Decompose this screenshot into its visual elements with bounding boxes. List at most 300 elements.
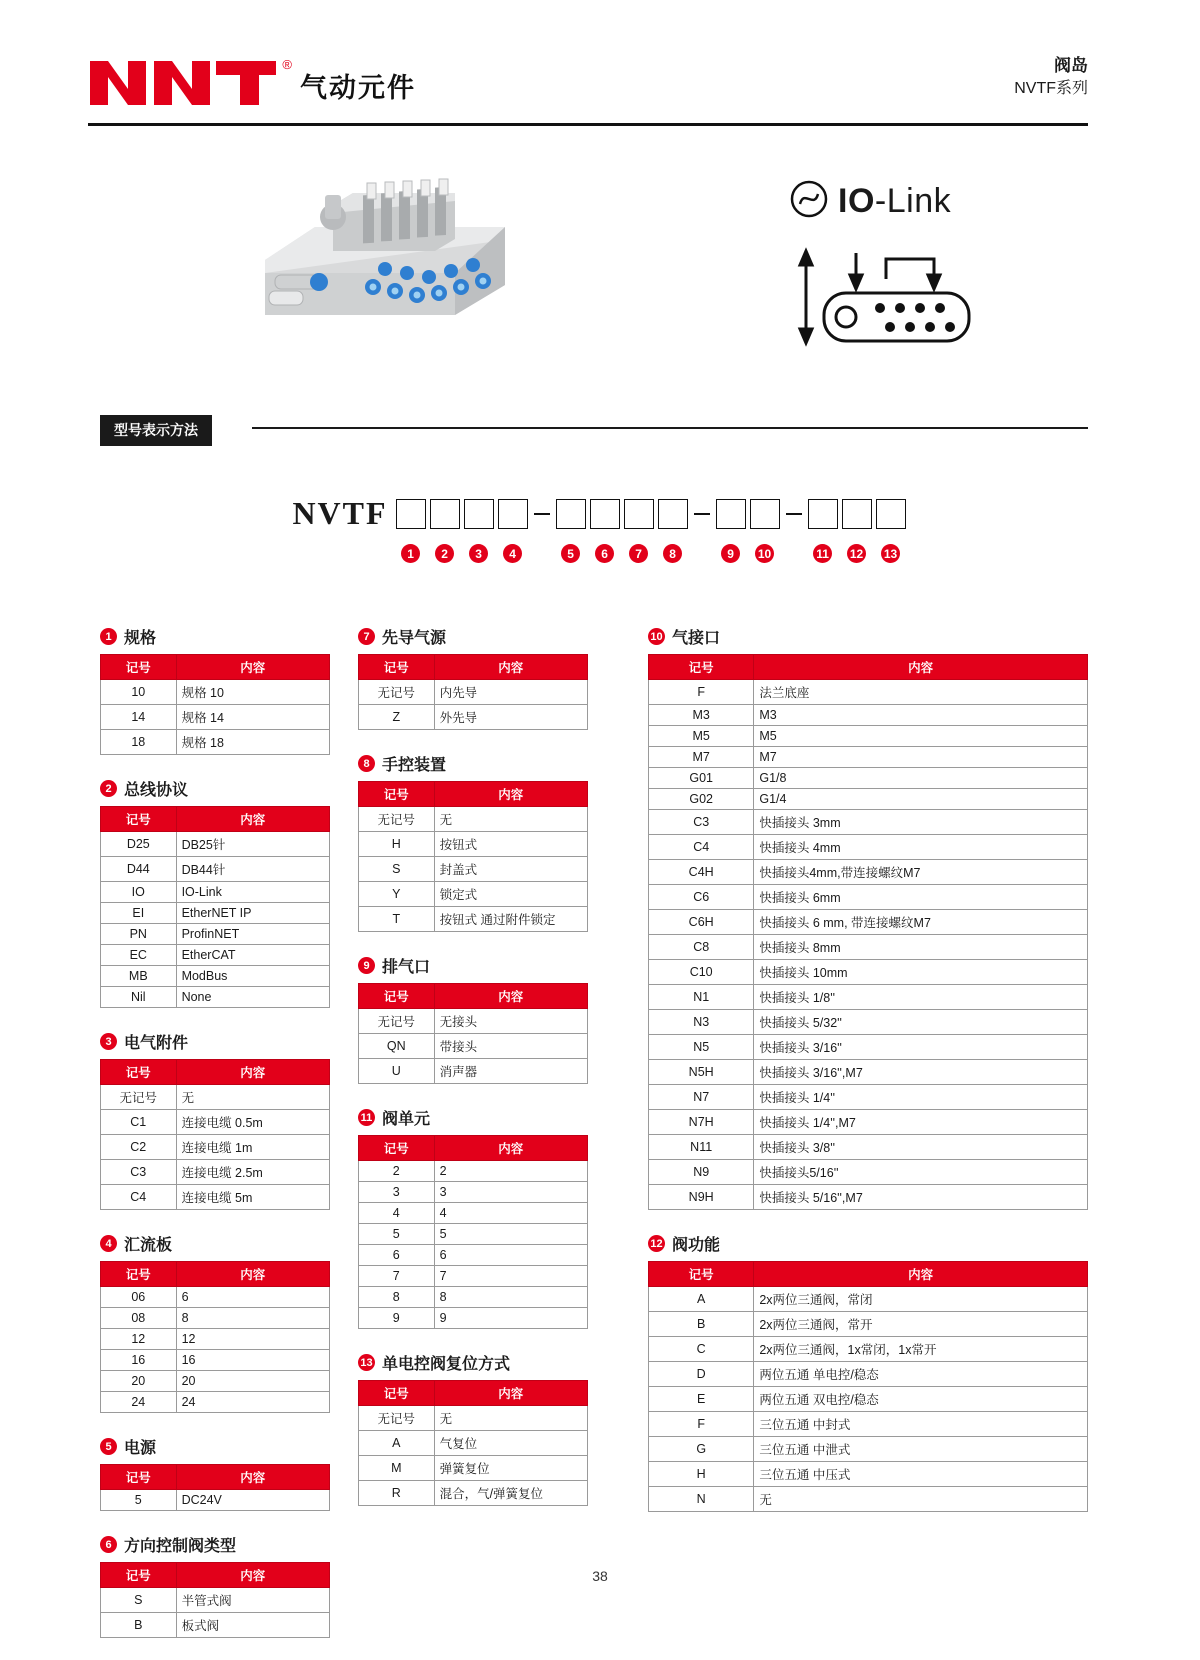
content-cell: 无: [176, 1085, 329, 1110]
table-row: [101, 945, 330, 966]
table-row: [101, 1085, 330, 1110]
symbol-cell: 18: [101, 730, 177, 755]
content-cell: 按钮式: [434, 832, 587, 857]
symbol-cell: C10: [649, 960, 754, 985]
table-row: [649, 726, 1088, 747]
content-cell: 快插接头 6 mm, 带连接螺纹M7: [754, 910, 1088, 935]
content-cell: ProfinNET: [176, 924, 329, 945]
symbol-cell: N9: [649, 1160, 754, 1185]
symbol-cell: 20: [101, 1371, 177, 1392]
table-row: [649, 1060, 1088, 1085]
table-row: [101, 1613, 330, 1638]
model-code-dash: [534, 513, 550, 515]
table-row: [101, 987, 330, 1008]
model-code-index: 10: [755, 544, 774, 563]
section-rule: [252, 427, 1088, 429]
model-code-box: [716, 499, 746, 529]
content-cell: 7: [434, 1266, 587, 1287]
table-header-cell: 记号: [101, 1060, 177, 1085]
content-cell: M3: [754, 705, 1088, 726]
iolink-block: [790, 180, 1020, 355]
spec-group-label: 先导气源: [382, 630, 447, 647]
symbol-cell: Y: [359, 882, 435, 907]
symbol-cell: B: [101, 1613, 177, 1638]
model-code-box: [464, 499, 494, 529]
table-header-row: [359, 984, 588, 1009]
table-row: [101, 1371, 330, 1392]
table-row: [101, 730, 330, 755]
spec-group-label: 电源: [124, 1440, 157, 1457]
spec-group-title: [358, 954, 588, 977]
spec-table: [358, 654, 588, 730]
content-cell: 9: [434, 1308, 587, 1329]
content-cell: G1/4: [754, 789, 1088, 810]
table-row: [649, 1135, 1088, 1160]
content-cell: DC24V: [176, 1490, 329, 1511]
spec-group-title: [100, 1232, 330, 1255]
table-header-cell: 内容: [176, 1060, 329, 1085]
content-cell: 连接电缆 0.5m: [176, 1110, 329, 1135]
spec-group-title: [358, 625, 588, 648]
symbol-cell: C4: [649, 835, 754, 860]
symbol-cell: 10: [101, 680, 177, 705]
iolink-label-link: -Link: [874, 182, 952, 220]
table-header-row: [359, 782, 588, 807]
content-cell: 快插接头5/16'': [754, 1160, 1088, 1185]
spec-group-index: 7: [358, 628, 375, 645]
table-header-cell: 内容: [434, 1136, 587, 1161]
table-row: [649, 1035, 1088, 1060]
symbol-cell: G: [649, 1437, 754, 1462]
model-code-index: 11: [813, 544, 832, 563]
table-row: [359, 857, 588, 882]
content-cell: 三位五通 中封式: [754, 1412, 1088, 1437]
table-row: [649, 768, 1088, 789]
symbol-cell: N5: [649, 1035, 754, 1060]
table-header-cell: 内容: [754, 1262, 1088, 1287]
content-cell: 无接头: [434, 1009, 587, 1034]
table-header-row: [359, 1381, 588, 1406]
table-row: [649, 860, 1088, 885]
table-row: [101, 966, 330, 987]
symbol-cell: 3: [359, 1182, 435, 1203]
table-row: [101, 1185, 330, 1210]
content-cell: 外先导: [434, 705, 587, 730]
content-cell: EtherNET IP: [176, 903, 329, 924]
table-header-cell: 记号: [359, 1381, 435, 1406]
content-cell: 无: [434, 1406, 587, 1431]
table-row: [649, 680, 1088, 705]
symbol-cell: 无记号: [359, 1009, 435, 1034]
table-row: [649, 985, 1088, 1010]
section-title: 型号表示方法: [100, 415, 212, 446]
table-row: [649, 1387, 1088, 1412]
content-cell: 20: [176, 1371, 329, 1392]
symbol-cell: M7: [649, 747, 754, 768]
iolink-label: [838, 182, 951, 221]
table-header-row: [101, 655, 330, 680]
table-row: [359, 1245, 588, 1266]
content-cell: 带接头: [434, 1034, 587, 1059]
table-row: [649, 1085, 1088, 1110]
content-cell: 快插接头 1/4'': [754, 1085, 1088, 1110]
spec-table: [358, 983, 588, 1084]
symbol-cell: QN: [359, 1034, 435, 1059]
spec-group: [648, 1232, 1088, 1512]
spec-group: [358, 1351, 588, 1506]
symbol-cell: 无记号: [359, 680, 435, 705]
symbol-cell: N11: [649, 1135, 754, 1160]
symbol-cell: U: [359, 1059, 435, 1084]
page-number: 38: [592, 1568, 608, 1584]
table-row: [649, 885, 1088, 910]
content-cell: 法兰底座: [754, 680, 1088, 705]
content-cell: 规格 10: [176, 680, 329, 705]
symbol-cell: C4H: [649, 860, 754, 885]
content-cell: 按钮式 通过附件锁定: [434, 907, 587, 932]
spec-group-index: 3: [100, 1033, 117, 1050]
header-series: NVTF系列: [1014, 79, 1088, 97]
model-code-index: 2: [435, 544, 454, 563]
model-code-box: [808, 499, 838, 529]
content-cell: 2x两位三通阀，1x常闭，1x常开: [754, 1337, 1088, 1362]
table-row: [101, 680, 330, 705]
model-code-index: 1: [401, 544, 420, 563]
nnt-logo-icon: [88, 55, 292, 107]
table-row: [649, 747, 1088, 768]
table-row: [101, 1135, 330, 1160]
table-row: [649, 1010, 1088, 1035]
content-cell: 三位五通 中泄式: [754, 1437, 1088, 1462]
spec-group-label: 电气附件: [124, 1035, 189, 1052]
table-row: [359, 1059, 588, 1084]
spec-group-index: 6: [100, 1536, 117, 1553]
content-cell: 内先导: [434, 680, 587, 705]
symbol-cell: N7H: [649, 1110, 754, 1135]
symbol-cell: C6: [649, 885, 754, 910]
section-bar: [100, 415, 1088, 441]
spec-group-index: 5: [100, 1438, 117, 1455]
symbol-cell: C3: [649, 810, 754, 835]
content-cell: 8: [434, 1287, 587, 1308]
spec-group-title: [358, 1106, 588, 1129]
spec-group-title: [100, 777, 330, 800]
spec-group: [100, 777, 330, 1008]
spec-group: [100, 1533, 330, 1638]
content-cell: 板式阀: [176, 1613, 329, 1638]
spec-group-title: [358, 752, 588, 775]
symbol-cell: 06: [101, 1287, 177, 1308]
symbol-cell: N5H: [649, 1060, 754, 1085]
symbol-cell: 9: [359, 1308, 435, 1329]
table-row: [359, 1161, 588, 1182]
symbol-cell: H: [649, 1462, 754, 1487]
table-row: [101, 882, 330, 903]
table-header-cell: 记号: [359, 1136, 435, 1161]
table-header-row: [649, 1262, 1088, 1287]
table-row: [359, 1431, 588, 1456]
spec-group-label: 方向控制阀类型: [124, 1538, 237, 1555]
content-cell: 连接电缆 5m: [176, 1185, 329, 1210]
symbol-cell: C6H: [649, 910, 754, 935]
content-cell: 两位五通 双电控/稳态: [754, 1387, 1088, 1412]
content-cell: EtherCAT: [176, 945, 329, 966]
table-row: [359, 1406, 588, 1431]
content-cell: 快插接头 5/32'': [754, 1010, 1088, 1035]
content-cell: 2: [434, 1161, 587, 1182]
content-cell: 3: [434, 1182, 587, 1203]
table-row: [101, 832, 330, 857]
table-row: [649, 1287, 1088, 1312]
table-header-cell: 记号: [101, 1465, 177, 1490]
spec-group-index: 11: [358, 1109, 375, 1126]
spec-group-label: 汇流板: [124, 1237, 173, 1254]
model-code-box: [658, 499, 688, 529]
symbol-cell: C2: [101, 1135, 177, 1160]
table-row: [649, 810, 1088, 835]
content-cell: 6: [176, 1287, 329, 1308]
table-row: [649, 1362, 1088, 1387]
model-code-index: 3: [469, 544, 488, 563]
table-row: [649, 1160, 1088, 1185]
symbol-cell: 无记号: [101, 1085, 177, 1110]
model-code-box: [556, 499, 586, 529]
table-row: [101, 705, 330, 730]
content-cell: 气复位: [434, 1431, 587, 1456]
symbol-cell: N: [649, 1487, 754, 1512]
spec-group-label: 气接口: [672, 630, 721, 647]
content-cell: ModBus: [176, 966, 329, 987]
model-code-numbers: [0, 544, 1200, 566]
content-cell: 弹簧复位: [434, 1456, 587, 1481]
symbol-cell: D25: [101, 832, 177, 857]
symbol-cell: 2: [359, 1161, 435, 1182]
table-header-cell: 内容: [434, 1381, 587, 1406]
symbol-cell: R: [359, 1481, 435, 1506]
table-row: [649, 789, 1088, 810]
content-cell: 5: [434, 1224, 587, 1245]
symbol-cell: G01: [649, 768, 754, 789]
content-cell: 消声器: [434, 1059, 587, 1084]
table-row: [101, 1392, 330, 1413]
table-header-cell: 记号: [101, 1262, 177, 1287]
table-header-cell: 记号: [649, 1262, 754, 1287]
model-code-diagram: [0, 495, 1200, 566]
symbol-cell: 5: [359, 1224, 435, 1245]
registered-mark: ®: [282, 57, 292, 72]
table-row: [649, 1185, 1088, 1210]
model-code-index: 12: [847, 544, 866, 563]
table-row: [359, 1009, 588, 1034]
table-row: [649, 910, 1088, 935]
spec-group: [100, 1232, 330, 1413]
model-code-dash: [694, 513, 710, 515]
content-cell: 三位五通 中压式: [754, 1462, 1088, 1487]
symbol-cell: C3: [101, 1160, 177, 1185]
spec-group-title: [648, 1232, 1088, 1255]
iolink-label-io: IO: [838, 182, 875, 220]
symbol-cell: D: [649, 1362, 754, 1387]
symbol-cell: H: [359, 832, 435, 857]
spec-group: [648, 625, 1088, 1210]
symbol-cell: 7: [359, 1266, 435, 1287]
model-code-box: [396, 499, 426, 529]
symbol-cell: 08: [101, 1308, 177, 1329]
table-row: [649, 1487, 1088, 1512]
table-header-row: [101, 1262, 330, 1287]
content-cell: 快插接头 10mm: [754, 960, 1088, 985]
spec-group-label: 手控装置: [382, 757, 447, 774]
spec-table: [358, 781, 588, 932]
spec-group-label: 总线协议: [124, 782, 189, 799]
table-row: [649, 935, 1088, 960]
model-code-index: 4: [503, 544, 522, 563]
symbol-cell: C4: [101, 1185, 177, 1210]
spec-group-label: 阀功能: [672, 1237, 721, 1254]
spec-group-label: 规格: [124, 630, 157, 647]
spec-group-index: 9: [358, 957, 375, 974]
model-code-box: [590, 499, 620, 529]
table-header-row: [101, 1060, 330, 1085]
symbol-cell: F: [649, 680, 754, 705]
content-cell: 24: [176, 1392, 329, 1413]
content-cell: 8: [176, 1308, 329, 1329]
table-row: [359, 1203, 588, 1224]
symbol-cell: B: [649, 1312, 754, 1337]
model-code-box: [498, 499, 528, 529]
table-row: [359, 832, 588, 857]
content-cell: 半管式阀: [176, 1588, 329, 1613]
iolink-connector-diagram: [794, 245, 1020, 355]
spec-group-index: 12: [648, 1235, 665, 1252]
spec-table: [100, 1464, 330, 1511]
content-cell: 快插接头 1/8'': [754, 985, 1088, 1010]
table-row: [359, 1456, 588, 1481]
spec-group: [358, 752, 588, 932]
content-cell: 4: [434, 1203, 587, 1224]
symbol-cell: C: [649, 1337, 754, 1362]
spec-group: [358, 1106, 588, 1329]
symbol-cell: N7: [649, 1085, 754, 1110]
table-header-cell: 内容: [434, 984, 587, 1009]
symbol-cell: A: [649, 1287, 754, 1312]
symbol-cell: 24: [101, 1392, 177, 1413]
spec-column-3: [648, 625, 1088, 1534]
model-code-prefix: NVTF: [292, 495, 388, 531]
table-header-cell: 内容: [176, 1563, 329, 1588]
model-code-index: 5: [561, 544, 580, 563]
model-code-index: 6: [595, 544, 614, 563]
symbol-cell: 无记号: [359, 1406, 435, 1431]
content-cell: 快插接头 3/16'',M7: [754, 1060, 1088, 1085]
spec-table: [358, 1135, 588, 1329]
spec-table: [358, 1380, 588, 1506]
symbol-cell: 12: [101, 1329, 177, 1350]
content-cell: 连接电缆 1m: [176, 1135, 329, 1160]
spec-group-index: 4: [100, 1235, 117, 1252]
symbol-cell: A: [359, 1431, 435, 1456]
symbol-cell: 无记号: [359, 807, 435, 832]
content-cell: 锁定式: [434, 882, 587, 907]
symbol-cell: 6: [359, 1245, 435, 1266]
symbol-cell: MB: [101, 966, 177, 987]
content-cell: 12: [176, 1329, 329, 1350]
symbol-cell: 16: [101, 1350, 177, 1371]
iolink-logo-icon: [790, 180, 828, 223]
content-cell: 快插接头 4mm: [754, 835, 1088, 860]
table-row: [359, 680, 588, 705]
spec-table: [100, 654, 330, 755]
spec-column-2: [358, 625, 588, 1528]
content-cell: 无: [434, 807, 587, 832]
symbol-cell: 4: [359, 1203, 435, 1224]
brand-subtitle: 气动元件: [300, 73, 416, 103]
content-cell: 快插接头 3/16'': [754, 1035, 1088, 1060]
model-code-index: 13: [881, 544, 900, 563]
content-cell: 快插接头 5/16'',M7: [754, 1185, 1088, 1210]
spec-group-index: 2: [100, 780, 117, 797]
table-row: [359, 907, 588, 932]
model-code-index: 9: [721, 544, 740, 563]
symbol-cell: PN: [101, 924, 177, 945]
content-cell: IO-Link: [176, 882, 329, 903]
spec-group-label: 阀单元: [382, 1111, 431, 1128]
table-row: [359, 1182, 588, 1203]
symbol-cell: Z: [359, 705, 435, 730]
spec-group-index: 10: [648, 628, 665, 645]
spec-table: [100, 806, 330, 1008]
table-header-cell: 记号: [359, 984, 435, 1009]
symbol-cell: C1: [101, 1110, 177, 1135]
table-header-cell: 内容: [176, 807, 329, 832]
brand-logo: [88, 55, 416, 107]
table-header-cell: 内容: [434, 782, 587, 807]
table-row: [649, 960, 1088, 985]
symbol-cell: 14: [101, 705, 177, 730]
table-row: [359, 1034, 588, 1059]
symbol-cell: E: [649, 1387, 754, 1412]
symbol-cell: F: [649, 1412, 754, 1437]
spec-group: [100, 1435, 330, 1511]
spec-group: [358, 625, 588, 730]
spec-group-index: 8: [358, 755, 375, 772]
spec-group-label: 排气口: [382, 959, 431, 976]
content-cell: 连接电缆 2.5m: [176, 1160, 329, 1185]
content-cell: 规格 18: [176, 730, 329, 755]
spec-group-title: [100, 625, 330, 648]
table-row: [101, 924, 330, 945]
symbol-cell: 8: [359, 1287, 435, 1308]
table-row: [359, 1287, 588, 1308]
table-row: [101, 1287, 330, 1308]
table-row: [649, 1437, 1088, 1462]
table-header-cell: 记号: [649, 655, 754, 680]
table-header-cell: 内容: [434, 655, 587, 680]
content-cell: 2x两位三通阀，常开: [754, 1312, 1088, 1337]
table-row: [359, 1481, 588, 1506]
table-row: [649, 835, 1088, 860]
table-row: [649, 705, 1088, 726]
table-row: [359, 882, 588, 907]
model-code-box: [750, 499, 780, 529]
table-row: [101, 1110, 330, 1135]
spec-group-title: [100, 1030, 330, 1053]
spec-table: [648, 1261, 1088, 1512]
table-header-cell: 记号: [359, 655, 435, 680]
content-cell: 快插接头4mm,带连接螺纹M7: [754, 860, 1088, 885]
spec-group-title: [100, 1435, 330, 1458]
spec-group-label: 单电控阀复位方式: [382, 1356, 511, 1373]
